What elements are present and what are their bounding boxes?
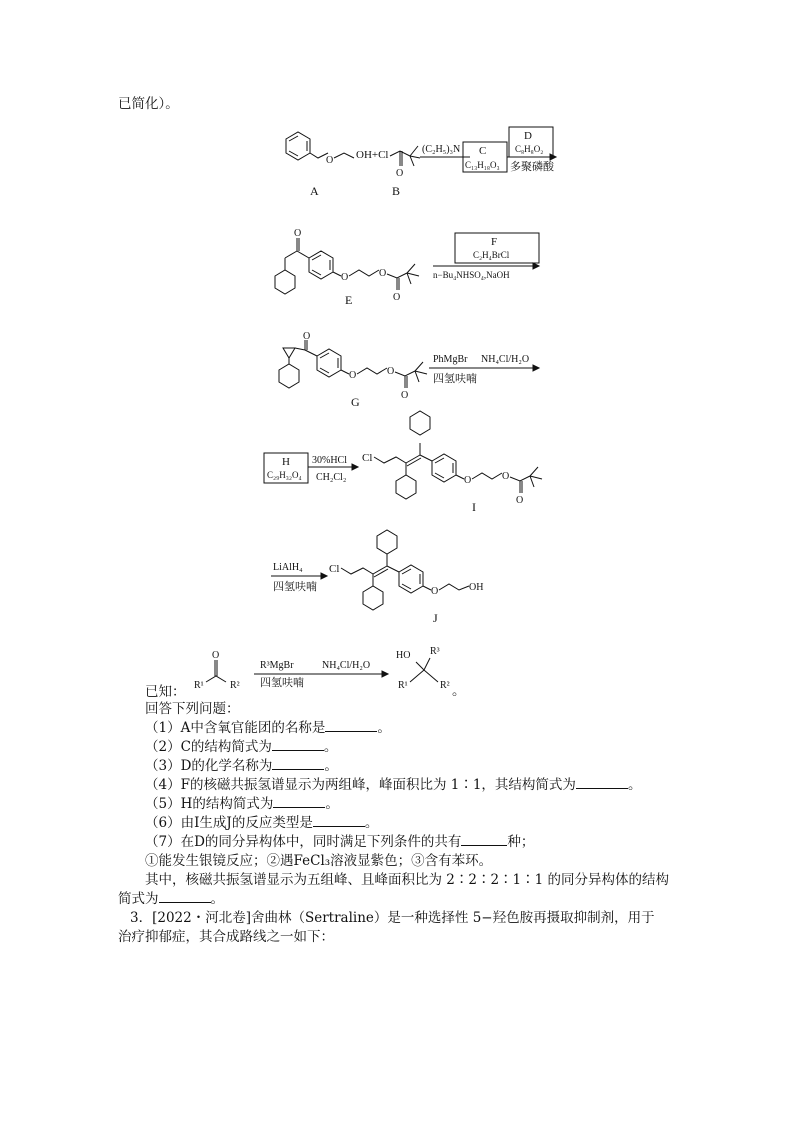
svg-text:O: O	[212, 650, 220, 661]
scheme-e	[265, 218, 545, 308]
label-d: D	[524, 130, 532, 142]
svg-text:O: O	[431, 586, 439, 597]
nmr-answer-line: 简式为 。	[118, 891, 224, 907]
svg-text:n−Bu₄NHSO₄,NaOH: n−Bu₄NHSO₄,NaOH	[433, 270, 510, 280]
benzene-ring	[363, 586, 383, 610]
label-j: J	[433, 611, 438, 625]
benzene-ring	[377, 530, 397, 554]
answer-blank[interactable]	[576, 776, 628, 789]
answer-blank[interactable]	[272, 738, 324, 751]
question-1: （1）A中含氧官能团的名称是 。	[145, 720, 391, 736]
svg-text:NH₄Cl/H₂O: NH₄Cl/H₂O	[481, 354, 530, 365]
label-i: I	[472, 500, 476, 514]
svg-text:Cl: Cl	[362, 452, 373, 464]
svg-text:O: O	[393, 292, 401, 303]
svg-text:多聚磷酸: 多聚磷酸	[510, 160, 554, 173]
svg-text:O: O	[349, 370, 357, 381]
svg-text:R²: R²	[230, 680, 240, 691]
label-b: B	[392, 184, 401, 198]
svg-text:NH₄Cl/H₂O: NH₄Cl/H₂O	[322, 660, 371, 671]
label-f: F	[491, 236, 498, 248]
svg-text:O: O	[464, 475, 472, 486]
label-a: A	[310, 184, 319, 198]
question-6: （6）由Ⅰ生成J的反应类型是 。	[145, 815, 379, 831]
benzene-ring	[275, 270, 295, 294]
svg-text:OH+Cl: OH+Cl	[356, 149, 389, 161]
question-5: （5）H的结构简式为 。	[145, 796, 339, 812]
answer-blank[interactable]	[273, 795, 325, 808]
answer-blank[interactable]	[461, 833, 507, 846]
svg-text:R¹: R¹	[194, 680, 204, 691]
svg-text:O: O	[516, 495, 524, 506]
svg-text:R³MgBr: R³MgBr	[260, 660, 294, 671]
scheme-h-to-i	[260, 405, 580, 515]
scheme-g	[265, 330, 545, 410]
svg-text:R²: R²	[440, 680, 450, 691]
svg-text:R¹: R¹	[398, 680, 408, 691]
conditions-text: ①能发生银镜反应；②遇FeCl₃溶液显紫色；③含有苯环。	[145, 853, 493, 869]
known-reaction	[190, 640, 470, 702]
label-g: G	[351, 395, 360, 409]
svg-text:四氢呋喃: 四氢呋喃	[260, 676, 304, 689]
known-label: 已知：	[145, 684, 186, 700]
problem-3-line-2: 治疗抑郁症，其合成路线之一如下：	[118, 929, 334, 945]
question-4: （4）F的核磁共振氢谱显示为两组峰，峰面积比为 1∶1，其结构简式为 。	[145, 777, 642, 793]
svg-text:LiAlH₄: LiAlH₄	[273, 562, 303, 573]
answer-blank[interactable]	[313, 814, 365, 827]
benzene-ring	[279, 364, 299, 388]
answer-blank[interactable]	[325, 719, 377, 732]
svg-text:CH₂Cl₂: CH₂Cl₂	[316, 472, 347, 483]
svg-text:C₁₃H₁₈O₃: C₁₃H₁₈O₃	[465, 160, 500, 170]
question-7: （7）在D的同分异构体中，同时满足下列条件的共有 种；	[145, 834, 535, 850]
svg-text:O: O	[387, 366, 395, 377]
svg-text:O: O	[396, 168, 404, 179]
label-e: E	[345, 293, 353, 307]
svg-text:O: O	[303, 331, 311, 342]
svg-text:O: O	[379, 268, 387, 279]
svg-text:PhMgBr: PhMgBr	[433, 354, 468, 365]
answer-blank[interactable]	[272, 757, 324, 770]
question-3: （3）D的化学名称为 。	[145, 758, 338, 774]
svg-text:O: O	[326, 155, 334, 166]
question-2: （2）C的结构简式为 。	[145, 739, 338, 755]
svg-text:O: O	[341, 272, 349, 283]
svg-text:C₈H₈O₂: C₈H₈O₂	[515, 144, 544, 154]
benzene-ring	[396, 475, 416, 499]
svg-text:C₂H₄BrCl: C₂H₄BrCl	[473, 250, 510, 260]
svg-text:(C₂H₅)₃N: (C₂H₅)₃N	[422, 144, 461, 155]
svg-text:R³: R³	[430, 646, 440, 657]
problem-3-line-1: 3．[2022・河北卷]舍曲林（Sertraline）是一种选择性 5−羟色胺再摄取抑制剂，用于	[130, 910, 655, 926]
questions-intro: 回答下列问题：	[145, 701, 240, 717]
svg-text:四氢呋喃: 四氢呋喃	[273, 580, 317, 593]
svg-text:四氢呋喃: 四氢呋喃	[433, 372, 477, 385]
nmr-text: 其中，核磁共振氢谱显示为五组峰、且峰面积比为 2∶2∶2∶1∶1 的同分异构体的结构	[145, 872, 670, 888]
svg-text:C₂₉H₃₂O₄: C₂₉H₃₂O₄	[267, 470, 302, 480]
svg-text:O: O	[401, 390, 409, 401]
svg-text:OH: OH	[469, 582, 484, 593]
svg-text:Cl: Cl	[329, 563, 340, 575]
known-end: 。	[452, 683, 466, 699]
answer-blank[interactable]	[159, 890, 211, 903]
intro-text: 已简化）。	[118, 96, 179, 112]
scheme-j	[265, 520, 505, 630]
label-c: C	[479, 145, 487, 157]
label-h: H	[282, 456, 290, 468]
svg-text:O: O	[502, 471, 510, 482]
benzene-ring	[410, 411, 430, 435]
svg-text:HO: HO	[396, 650, 411, 661]
svg-text:O: O	[294, 228, 302, 239]
scheme-a-to-c	[270, 122, 570, 202]
svg-text:30%HCl: 30%HCl	[312, 455, 347, 466]
